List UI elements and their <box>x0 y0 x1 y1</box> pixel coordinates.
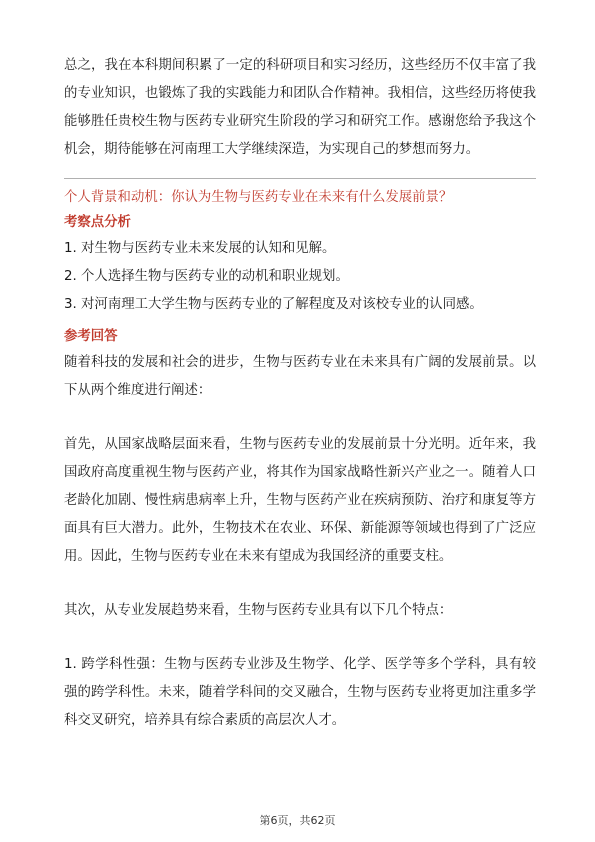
answer-paragraph: 1. 跨学科性强：生物与医药专业涉及生物学、化学、医学等多个学科，具有较强的跨学科性。未来，随着学科间的交叉融合，生物与医药专业将更加注重多学科交叉研究，培养具有综合素质的高层次人才。 <box>64 657 536 728</box>
analysis-item: 3. 对河南理工大学生物与医药专业的了解程度及对该校专业的认同感。 <box>64 297 483 312</box>
analysis-item: 1. 对生物与医药专业未来发展的认知和见解。 <box>64 241 336 256</box>
page-content <box>64 52 536 735</box>
question-heading: 个人背景和动机：你认为生物与医药专业在未来有什么发展前景？ <box>64 190 453 205</box>
answer-paragraph: 首先，从国家战略层面来看，生物与医药专业的发展前景十分光明。近年来，我国政府高度重视生物与医药产业，将其作为国家战略性新兴产业之一。随着人口老龄化加剧、慢性病患病率上升，生物与医药产业在疾病预防、治疗和康复等方面具有巨大潜力。此外，生物技术在农业、环保、新能源等领域也得到了广泛应用。因此，生物与医药专业在未来有望成为我国经济的重要支柱。 <box>64 437 536 564</box>
page-number: 第6页，共62页 <box>259 814 336 827</box>
section-divider <box>64 178 536 179</box>
answer-paragraph: 随着科技的发展和社会的进步，生物与医药专业在未来具有广阔的发展前景。以下从两个维度进行阐述： <box>64 355 536 398</box>
answer-label: 参考回答 <box>64 329 118 344</box>
answer-paragraph: 其次，从专业发展趋势来看，生物与医药专业具有以下几个特点： <box>64 603 453 618</box>
intro-paragraph: 总之，我在本科期间积累了一定的科研项目和实习经历，这些经历不仅丰富了我的专业知识，也锻炼了我的实践能力和团队合作精神。我相信，这些经历将使我能够胜任贵校生物与医药专业研究生阶段的学习和研究工作。感谢您给予我这个机会，期待能够在河南理工大学继续深造，为实现自己的梦想而努力。 <box>64 58 536 157</box>
analysis-item: 2. 个人选择生物与医药专业的动机和职业规划。 <box>64 269 349 284</box>
analysis-label: 考察点分析 <box>64 215 131 230</box>
